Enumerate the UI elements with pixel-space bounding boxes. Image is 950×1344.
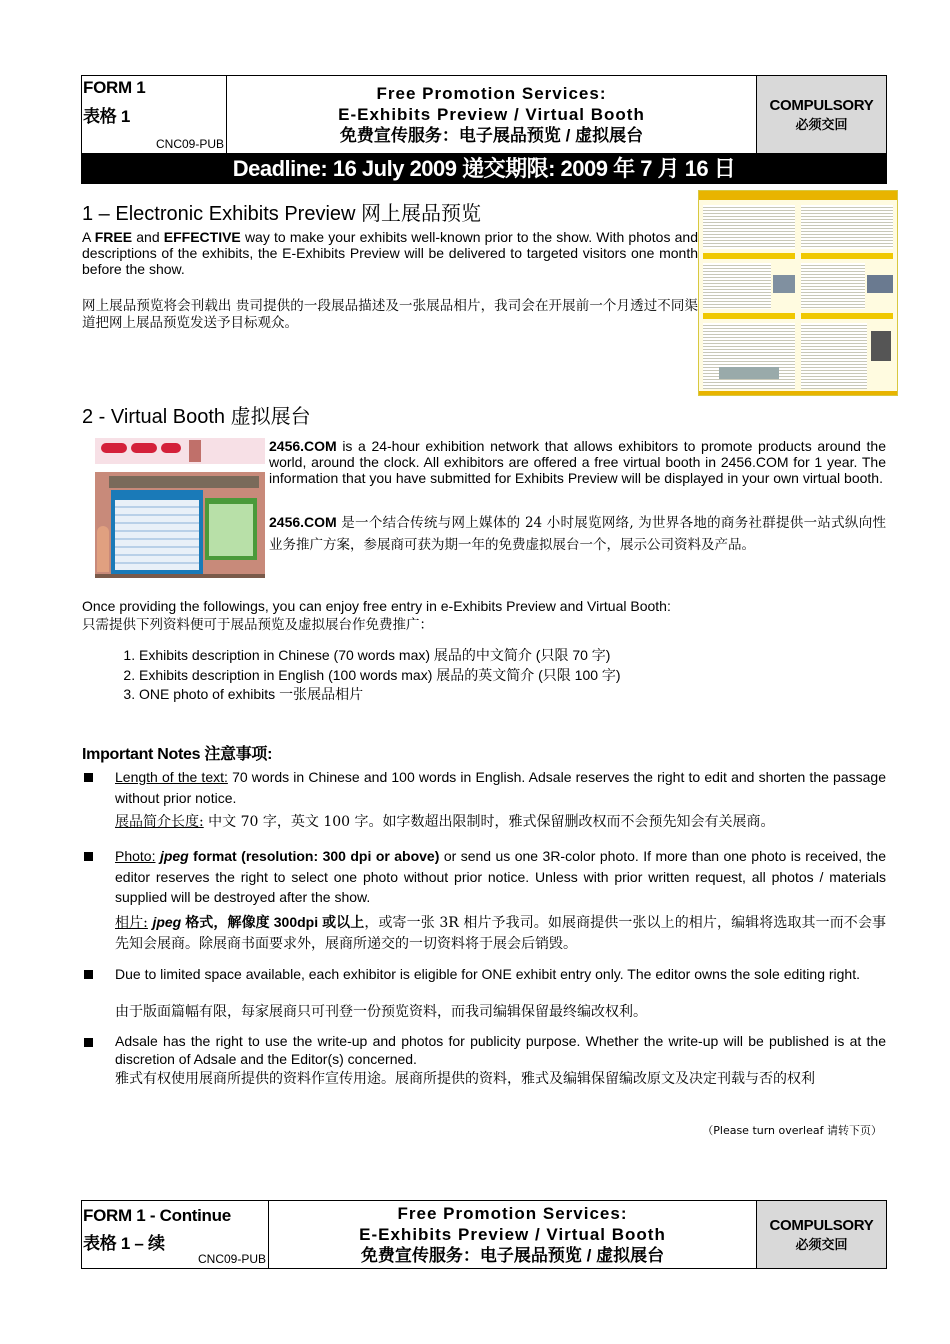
compulsory-cell: [757, 76, 886, 153]
note-limited-space: Due to limited space available, each exhibitor is eligible for ONE exhibit entry only. The editor owns the sole editing right.: [115, 966, 860, 982]
brand-2456: 2456.COM: [269, 438, 337, 454]
compulsory-cell: [757, 1201, 886, 1268]
deadline-banner: Deadline: 16 July 2009 递交期限: 2009 年 7 月 16 日: [81, 154, 887, 184]
bullet-icon: [84, 970, 93, 979]
form-title-line2: E-Exhibits Preview / Virtual Booth: [359, 1225, 666, 1244]
requirement-item: 3. ONE photo of exhibits 一张展品相片: [139, 685, 621, 705]
form-code: CNC09-PUB: [155, 137, 224, 151]
exhibits-preview-image: [698, 190, 898, 396]
bullet-icon: [84, 773, 93, 782]
form-number: FORM 1 - Continue: [83, 1206, 231, 1225]
form-number-cn: 表格 1 – 续: [83, 1234, 165, 1253]
note-photo: Photo: jpeg format (resolution: 300 dpi or above) or send us one 3R-color photo. If more than one photo is received, the editor reserves the right to select one photo without prior notice. Unless with prior written request, all photos / materials supplied will be destroyed after the show.: [115, 848, 887, 905]
section1-paragraph: A FREE and EFFECTIVE way to make your exhibits well-known prior to the show. With photos and descriptions of the exhibits, the E-Exhibits Preview will be delivered to targeted visitors one month before the show.: [82, 229, 698, 277]
section1-paragraph-cn: 网上展品预览将会刊载出 贵司提供的一段展品描述及一张展品相片，我司会在开展前一个月透过不同渠道把网上展品预览发送予目标观众。: [82, 298, 698, 331]
note-limited-space-cn: 由于版面篇幅有限，每家展商只可刊登一份预览资料，而我司编辑保留最终编改权利。: [115, 1004, 647, 1020]
bullet-icon: [84, 852, 93, 861]
note-publicity-cn: 雅式有权使用展商所提供的资料作宣传用途。展商所提供的资料，雅式及编辑保留编改原文及决定刊载与否的权利: [115, 1071, 815, 1087]
notes-heading: Important Notes 注意事项:: [82, 746, 273, 763]
note-text-length: Length of the text: 70 words in Chinese and 100 words in English. Adsale reserves the right to edit and shorten the passage without prior notice.: [115, 769, 886, 806]
requirements-intro: Once providing the followings, you can enjoy free entry in e-Exhibits Preview and Virtual Booth:: [82, 598, 671, 614]
form-id-cell: [82, 76, 227, 153]
section1-heading: 1 – Electronic Exhibits Preview 网上展品预览: [82, 203, 482, 225]
form-number: FORM 1: [83, 78, 146, 97]
compulsory-label-cn: 必须交回: [795, 1237, 848, 1252]
form-title-line1: Free Promotion Services:: [376, 84, 607, 103]
section2-heading: 2 - Virtual Booth 虚拟展台: [82, 406, 311, 428]
requirements-list: [82, 646, 621, 705]
virtual-booth-image: [95, 438, 265, 578]
requirement-item: 1. Exhibits description in Chinese (70 words max) 展品的中文简介 (只限 70 字): [139, 646, 621, 666]
form-title-cn: 免费宣传服务：电子展品预览 / 虚拟展台: [339, 126, 644, 145]
form-title-cn: 免费宣传服务：电子展品预览 / 虚拟展台: [360, 1246, 665, 1265]
form-title-cell: [269, 1201, 757, 1268]
turn-over-note: （Please turn overleaf 请转下页）: [702, 1124, 882, 1137]
form-title-line2: E-Exhibits Preview / Virtual Booth: [338, 105, 645, 124]
bullet-icon: [84, 1038, 93, 1047]
compulsory-label: COMPULSORY: [769, 97, 874, 114]
form-number-cn: 表格 1: [83, 107, 130, 126]
effective-emphasis: EFFECTIVE: [163, 229, 241, 245]
note-publicity: Adsale has the right to use the write-up and photos for publicity purpose. Whether the write-up will be published is at the discretion of Adsale and the Editor(s) concerned.: [115, 1033, 886, 1067]
compulsory-label: COMPULSORY: [769, 1217, 874, 1234]
section2-paragraph: 2456.COM is a 24-hour exhibition network that allows exhibitors to promote products around the world, around the clock. All exhibitors are offered a free virtual booth in 2456.COM for 1 year. The information that you have submitted for Exhibits Preview will be displayed in your own virtual booth.: [269, 438, 886, 486]
form-title-cell: [227, 76, 757, 153]
section2-paragraph-cn: 2456.COM 是一个结合传统与网上媒体的 24 小时展览网络, 为世界各地的商务社群提供一站式纵向性业务推广方案，参展商可获为期一年的免费虚拟展台一个，展示公司资料及产品。: [269, 514, 886, 553]
note-photo-cn: 相片: jpeg 格式，解像度 300dpi 或以上，或寄一张 3R 相片予我司。如展商提供一张以上的相片，编辑将选取其一而不会事先知会展商。除展商书面要求外，展商所递交的一切资料将于展会后销毁。: [115, 914, 886, 952]
note-text-length-cn: 展品简介长度: 中文 70 字，英文 100 字。如字数超出限制时，雅式保留删改权而不会预先知会有关展商。: [115, 814, 775, 830]
form-title-line1: Free Promotion Services:: [397, 1204, 628, 1223]
requirements-intro-cn: 只需提供下列资料便可于展品预览及虚拟展台作免费推广：: [82, 617, 433, 633]
form-id-cell: [82, 1201, 269, 1268]
requirement-item: 2. Exhibits description in English (100 words max) 展品的英文简介 (只限 100 字): [139, 666, 621, 686]
form-header: [81, 75, 887, 154]
compulsory-label-cn: 必须交回: [795, 117, 848, 132]
form-header-continue: [81, 1200, 887, 1269]
free-emphasis: FREE: [94, 229, 133, 245]
form-code: CNC09-PUB: [197, 1252, 266, 1266]
